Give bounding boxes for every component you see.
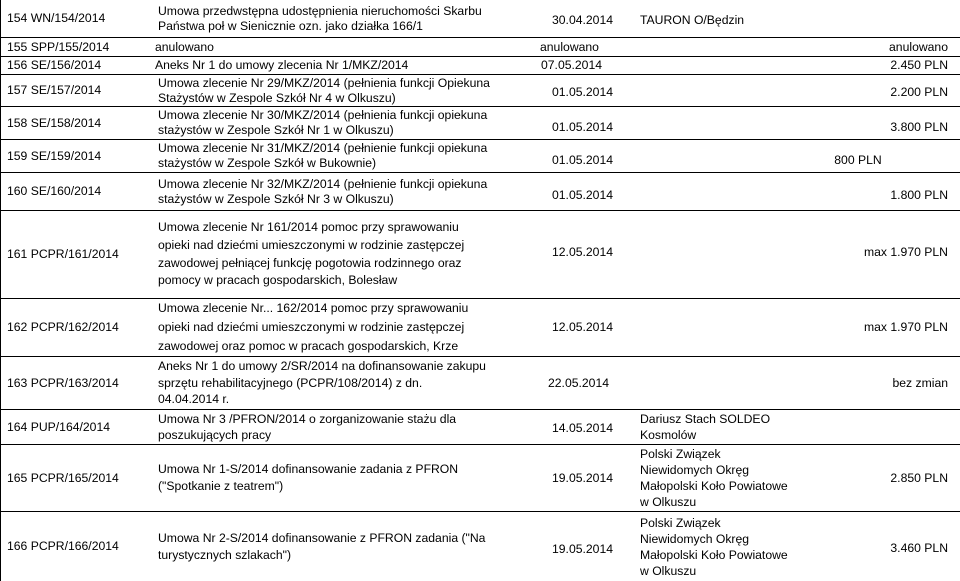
row-value: bez zmian [892, 375, 948, 390]
row-date: 01.05.2014 [552, 84, 613, 99]
row-description: Umowa zlecenie Nr 31/MKZ/2014 (pełnienie funkcji opiekuna stażystów w Zespole Szkół w Bukownie) [158, 141, 488, 170]
row-number: 165 PCPR/165/2014 [7, 470, 119, 485]
row-value: 1.800 PLN [890, 188, 948, 203]
row-date: 12.05.2014 [552, 245, 613, 260]
row-date: 19.05.2014 [552, 542, 613, 557]
table-row [0, 38, 960, 57]
row-value: max 1.970 PLN [863, 245, 948, 260]
table-row [0, 445, 960, 512]
row-number: 154 WN/154/2014 [7, 11, 106, 26]
row-value: 2.450 PLN [890, 58, 948, 73]
row-date: 07.05.2014 [541, 58, 602, 73]
row-number: 160 SE/160/2014 [7, 184, 102, 199]
row-party: Dariusz Stach SOLDEO Kosmolów [640, 411, 771, 442]
row-description: Umowa zlecenie Nr 161/2014 pomoc przy sprawowaniu opieki nad dziećmi umieszczonymi w rodzinie zastępczej zawodowej pełniącej funkcję pogotowia rodzinnego oraz pomocy w pracach gospodarskich, Bolesław [158, 220, 465, 288]
row-date: 01.05.2014 [552, 188, 613, 203]
row-description: Aneks Nr 1 do umowy zlecenia Nr 1/MKZ/2014 [155, 58, 409, 73]
row-value: 3.800 PLN [890, 119, 948, 134]
table-row [0, 299, 960, 357]
row-date: 22.05.2014 [548, 375, 609, 390]
table-row [0, 173, 960, 211]
row-number: 161 PCPR/161/2014 [7, 247, 119, 262]
row-description: Umowa Nr 1-S/2014 dofinansowanie zadania z PFRON ("Spotkanie z teatrem") [158, 462, 459, 493]
row-date: anulowano [540, 39, 599, 54]
row-number: 157 SE/157/2014 [7, 83, 102, 98]
table-row [0, 211, 960, 299]
row-value: 800 PLN [834, 152, 882, 167]
row-date: 12.05.2014 [552, 320, 613, 335]
table-row [0, 512, 960, 581]
table-row [0, 57, 960, 75]
row-number: 155 SPP/155/2014 [7, 39, 110, 54]
row-value: anulowano [889, 39, 948, 54]
table-row [0, 75, 960, 107]
row-party: TAURON O/Będzin [640, 13, 745, 28]
row-date: 19.05.2014 [552, 470, 613, 485]
row-description: anulowano [155, 39, 214, 54]
row-number: 162 PCPR/162/2014 [7, 320, 119, 335]
row-date: 14.05.2014 [552, 421, 613, 436]
row-description: Umowa Nr 2-S/2014 dofinansowanie z PFRON zadania ("Na turystycznych szlakach") [158, 530, 486, 562]
table-row [0, 410, 960, 445]
table-row [0, 107, 960, 140]
row-description: Umowa zlecenie Nr 30/MKZ/2014 (pełnienia funkcji opiekuna stażystów w Zespole Szkół Nr 1 w Olkuszu) [158, 108, 488, 137]
row-date: 30.04.2014 [552, 13, 613, 28]
row-value: 2.200 PLN [890, 84, 948, 99]
row-description: Umowa przedwstępna udostępnienia nieruchomości Skarbu Państwa poł w Sienicznie ozn. jako działka 166/1 [158, 3, 482, 33]
row-party: Polski Związek Niewidomych Okręg Małopolski Koło Powiatowe w Olkuszu [640, 515, 788, 578]
row-number: 156 SE/156/2014 [7, 58, 102, 73]
row-description: Umowa zlecenie Nr... 162/2014 pomoc przy sprawowaniu opieki nad dziećmi umieszczonymi w rodzinie zastępczej zawodowej oraz pomoc w pracach gospodarskich, Krze [158, 301, 469, 353]
row-value: 2.850 PLN [890, 470, 948, 485]
table-row [0, 140, 960, 173]
row-date: 01.05.2014 [552, 152, 613, 167]
row-date: 01.05.2014 [552, 119, 613, 134]
row-description: Aneks Nr 1 do umowy 2/SR/2014 na dofinansowanie zakupu sprzętu rehabilitacyjnego (PCPR/108/2014) z dn. 04.04.2014 r. [158, 359, 486, 407]
row-number: 159 SE/159/2014 [7, 148, 102, 163]
row-description: Umowa zlecenie Nr 29/MKZ/2014 (pełnienia funkcji Opiekuna Stażystów w Zespole Szkół Nr 4 w Olkuszu) [158, 75, 490, 105]
table-row [0, 357, 960, 410]
row-number: 163 PCPR/163/2014 [7, 375, 119, 390]
row-description: Umowa Nr 3 /PFRON/2014 o zorganizowanie stażu dla poszukujących pracy [158, 411, 457, 442]
row-value: 3.460 PLN [890, 541, 948, 556]
row-value: max 1.970 PLN [863, 320, 948, 335]
row-description: Umowa zlecenie Nr 32/MKZ/2014 (pełnienie funkcji opiekuna stażystów w Zespole Szkół Nr 3 w Olkuszu) [158, 176, 488, 206]
row-number: 166 PCPR/166/2014 [7, 539, 119, 554]
row-number: 158 SE/158/2014 [7, 115, 102, 130]
table-row [0, 0, 960, 38]
row-number: 164 PUP/164/2014 [7, 420, 110, 435]
row-party: Polski Związek Niewidomych Okręg Małopolski Koło Powiatowe w Olkuszu [640, 447, 788, 509]
